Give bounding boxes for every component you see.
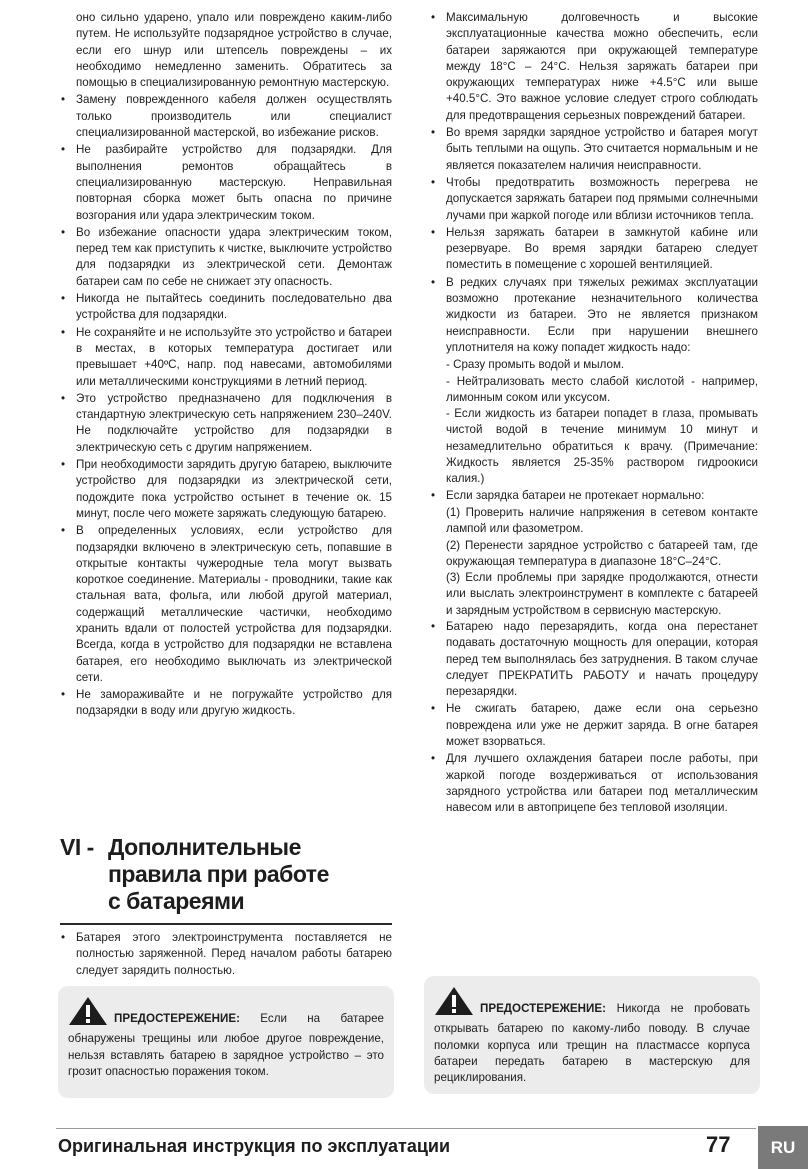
- bullet-item: • Нельзя заряжать батареи в замкнутой кабине или резервуаре. Во время зарядки батарею следует поместить в помещение с хорошей вентиляцией.: [432, 225, 758, 274]
- section-list: [62, 930, 392, 979]
- bullet-item: • Во избежание опасности удара электрическим током, перед тем как приступить к чистке, выключите устройство для подзарядки из электрической сети. Демонтаж батареи сам по себе не снижает эту опасность.: [62, 225, 392, 290]
- bullet-item: • Батарея этого электроинструмента поставляется не полностью заряженной. Перед началом работы батарею следует зарядить полностью.: [62, 930, 392, 979]
- warning-triangle-icon: [68, 996, 108, 1031]
- bullet-item: • В редких случаях при тяжелых режимах эксплуатации возможно протекание незначительного количества жидкости из батареи. Это не является признаком неисправности. Если при нарушении внешнего уплотнителя на кожу попадет жидкость надо:: [432, 275, 758, 356]
- warning-text: [68, 996, 384, 1080]
- bullet-item: • Не сжигать батарею, даже если она серьезно повреждена или уже не держит заряда. В огне батарея может взорваться.: [432, 701, 758, 750]
- bullet-item: • В определенных условиях, если устройство для подзарядки включено в электрическую сеть, попавшие в открытые контакты чужеродные тела могут вызвать короткое соединение. Материалы - проводники, такие как стальная вата, фольга, или любой другой материал, содержащий металлические частички, необходимо хранить вдали от полостей устройства для подзарядки. Всегда, когда в устройство для подзарядки не вставлена батарея, его необходимо выключать из электрической сети.: [62, 523, 392, 686]
- warning-message: Если на батарее обнаружены трещины или любое другое повреждение, нельзя вставлять батарею в зарядное устройство – это грозит опасностью поражения током.: [68, 1012, 384, 1078]
- bullet-item: • Никогда не пытайтесь соединить последовательно два устройства для подзарядки.: [62, 291, 392, 324]
- section-title-line: правила при работе: [108, 861, 329, 887]
- warning-message: Никогда не пробовать открывать батарею по какому-либо поводу. В случае поломки корпуса или трещин на пластмассе корпуса батареи передать батарею в мастерскую для рециклирования.: [434, 1002, 750, 1085]
- bullet-item: • Замену поврежденного кабеля должен осуществлять только производитель или специалист специализированной мастерской, во избежание рисков.: [62, 92, 392, 141]
- page-number: 77: [706, 1132, 731, 1157]
- section-title: [108, 834, 392, 915]
- bullet-item: • Для лучшего охлаждения батареи после работы, при жаркой погоде воздерживаться от использования зарядного устройства или батареи под металлическим навесом или в автоприцепе без тепловой изоляции.: [432, 751, 758, 816]
- left-column: [62, 10, 392, 721]
- warning-text: [434, 986, 750, 1086]
- section-divider: [60, 923, 392, 925]
- warning-box-left: [58, 986, 394, 1098]
- bullet-item: • Максимальную долговечность и высокие эксплуатационные качества можно обеспечить, если батареи заряжаются при окружающей температуре между 18°C – 24°C. Нельзя заряжать батареи при окружающих температурах ниже +4.5°C или выше +40.5°C. Это важное условие следует строго соблюдать для предотвращения серьезных повреждений батареи.: [432, 10, 758, 124]
- bullet-item: • Не разбирайте устройство для подзарядки. Для выполнения ремонтов обращайтесь в специализированную мастерскую. Неправильная повторная сборка может быть опасна по причине возгорания или удара электрическим током.: [62, 142, 392, 223]
- language-tab: RU: [758, 1126, 808, 1169]
- warning-label: ПРЕДОСТЕРЕЖЕНИЕ:: [114, 1012, 240, 1025]
- section-body: [62, 930, 392, 980]
- bullet-item: • Чтобы предотвратить возможность перегрева не допускается заряжать батареи под прямыми солнечными лучами при жаркой погоде или вблизи источников тепла.: [432, 175, 758, 224]
- bullet-item: • Во время зарядки зарядное устройство и батарея могут быть теплыми на ощупь. Это считается нормальным и не является показателем наличия неисправности.: [432, 125, 758, 174]
- sub-item: - Если жидкость из батареи попадет в глаза, промывать чистой водой в течение минимум 10 минут и незамедлительно обратиться к врачу. (Примечание: Жидкость является 25-35% раствором гидроокиси калия.): [446, 407, 758, 486]
- sub-item: - Сразу промыть водой и мылом.: [446, 358, 625, 372]
- warning-triangle-icon: [434, 986, 474, 1021]
- warning-label: ПРЕДОСТЕРЕЖЕНИЕ:: [480, 1002, 606, 1015]
- sub-item: (3) Если проблемы при зарядке продолжаются, отнести или выслать электроинструмент в комплекте с батареей и зарядным устройством в сервисную мастерскую.: [446, 571, 758, 617]
- bullet-item: • Это устройство предназначено для подключения в стандартную электрическую сеть напряжением 230–240V. Не подключайте устройство для подзарядки в электрическую сеть с другим напряжением.: [62, 391, 392, 456]
- sub-item: - Нейтрализовать место слабой кислотой - например, лимонным соком или уксусом.: [446, 374, 758, 404]
- footer-title: Оригинальная инструкция по эксплуатации: [58, 1136, 451, 1156]
- bullet-item: • Если зарядка батареи не протекает нормально:: [432, 488, 758, 504]
- section-title-line: Дополнительные: [108, 834, 301, 860]
- section-number: VI -: [60, 834, 94, 860]
- right-column: [432, 10, 758, 818]
- section-heading: [60, 834, 392, 925]
- sub-item: (1) Проверить наличие напряжения в сетевом контакте лампой или фазометром.: [446, 505, 758, 536]
- left-column-list: [62, 10, 392, 720]
- right-column-list: [432, 10, 758, 817]
- section-title-line: с батареями: [108, 888, 245, 914]
- bullet-item: • Не сохраняйте и не используйте это устройство и батареи в местах, в которых температура достигает или превышает +40ºC, напр. под навесами, автомобилями или металлическими конструкциями в летний период.: [62, 325, 392, 390]
- bullet-item: • Не замораживайте и не погружайте устройство для подзарядки в воду или другую жидкость.: [62, 687, 392, 720]
- bullet-item: • Батарею надо перезарядить, когда она перестанет подавать достаточную мощность для операции, которая перед тем выполнялась без затруднения. В таком случае следует ПРЕКРАТИТЬ РАБОТУ и начать процедуру перезарядки.: [432, 619, 758, 700]
- footer-divider: [56, 1128, 756, 1129]
- warning-box-right: [424, 976, 760, 1094]
- bullet-item: • При необходимости зарядить другую батарею, выключите устройство для подзарядки из электрической сети, подождите пока устройство остынет в течение ок. 15 минут, после чего можете заряжать следующую батарею.: [62, 457, 392, 522]
- paragraph-continuation: оно сильно ударено, упало или повреждено каким-либо путем. Не используйте подзарядное устройство в случае, если его шнур или штепсель повреждены – их необходимо немедленно заменить. Обратитесь за помощью в специализированную ремонтную мастерскую.: [76, 11, 392, 90]
- sub-item: (2) Перенести зарядное устройство с батареей там, где окружающая температура в диапазоне 18°C–24°C.: [446, 538, 758, 568]
